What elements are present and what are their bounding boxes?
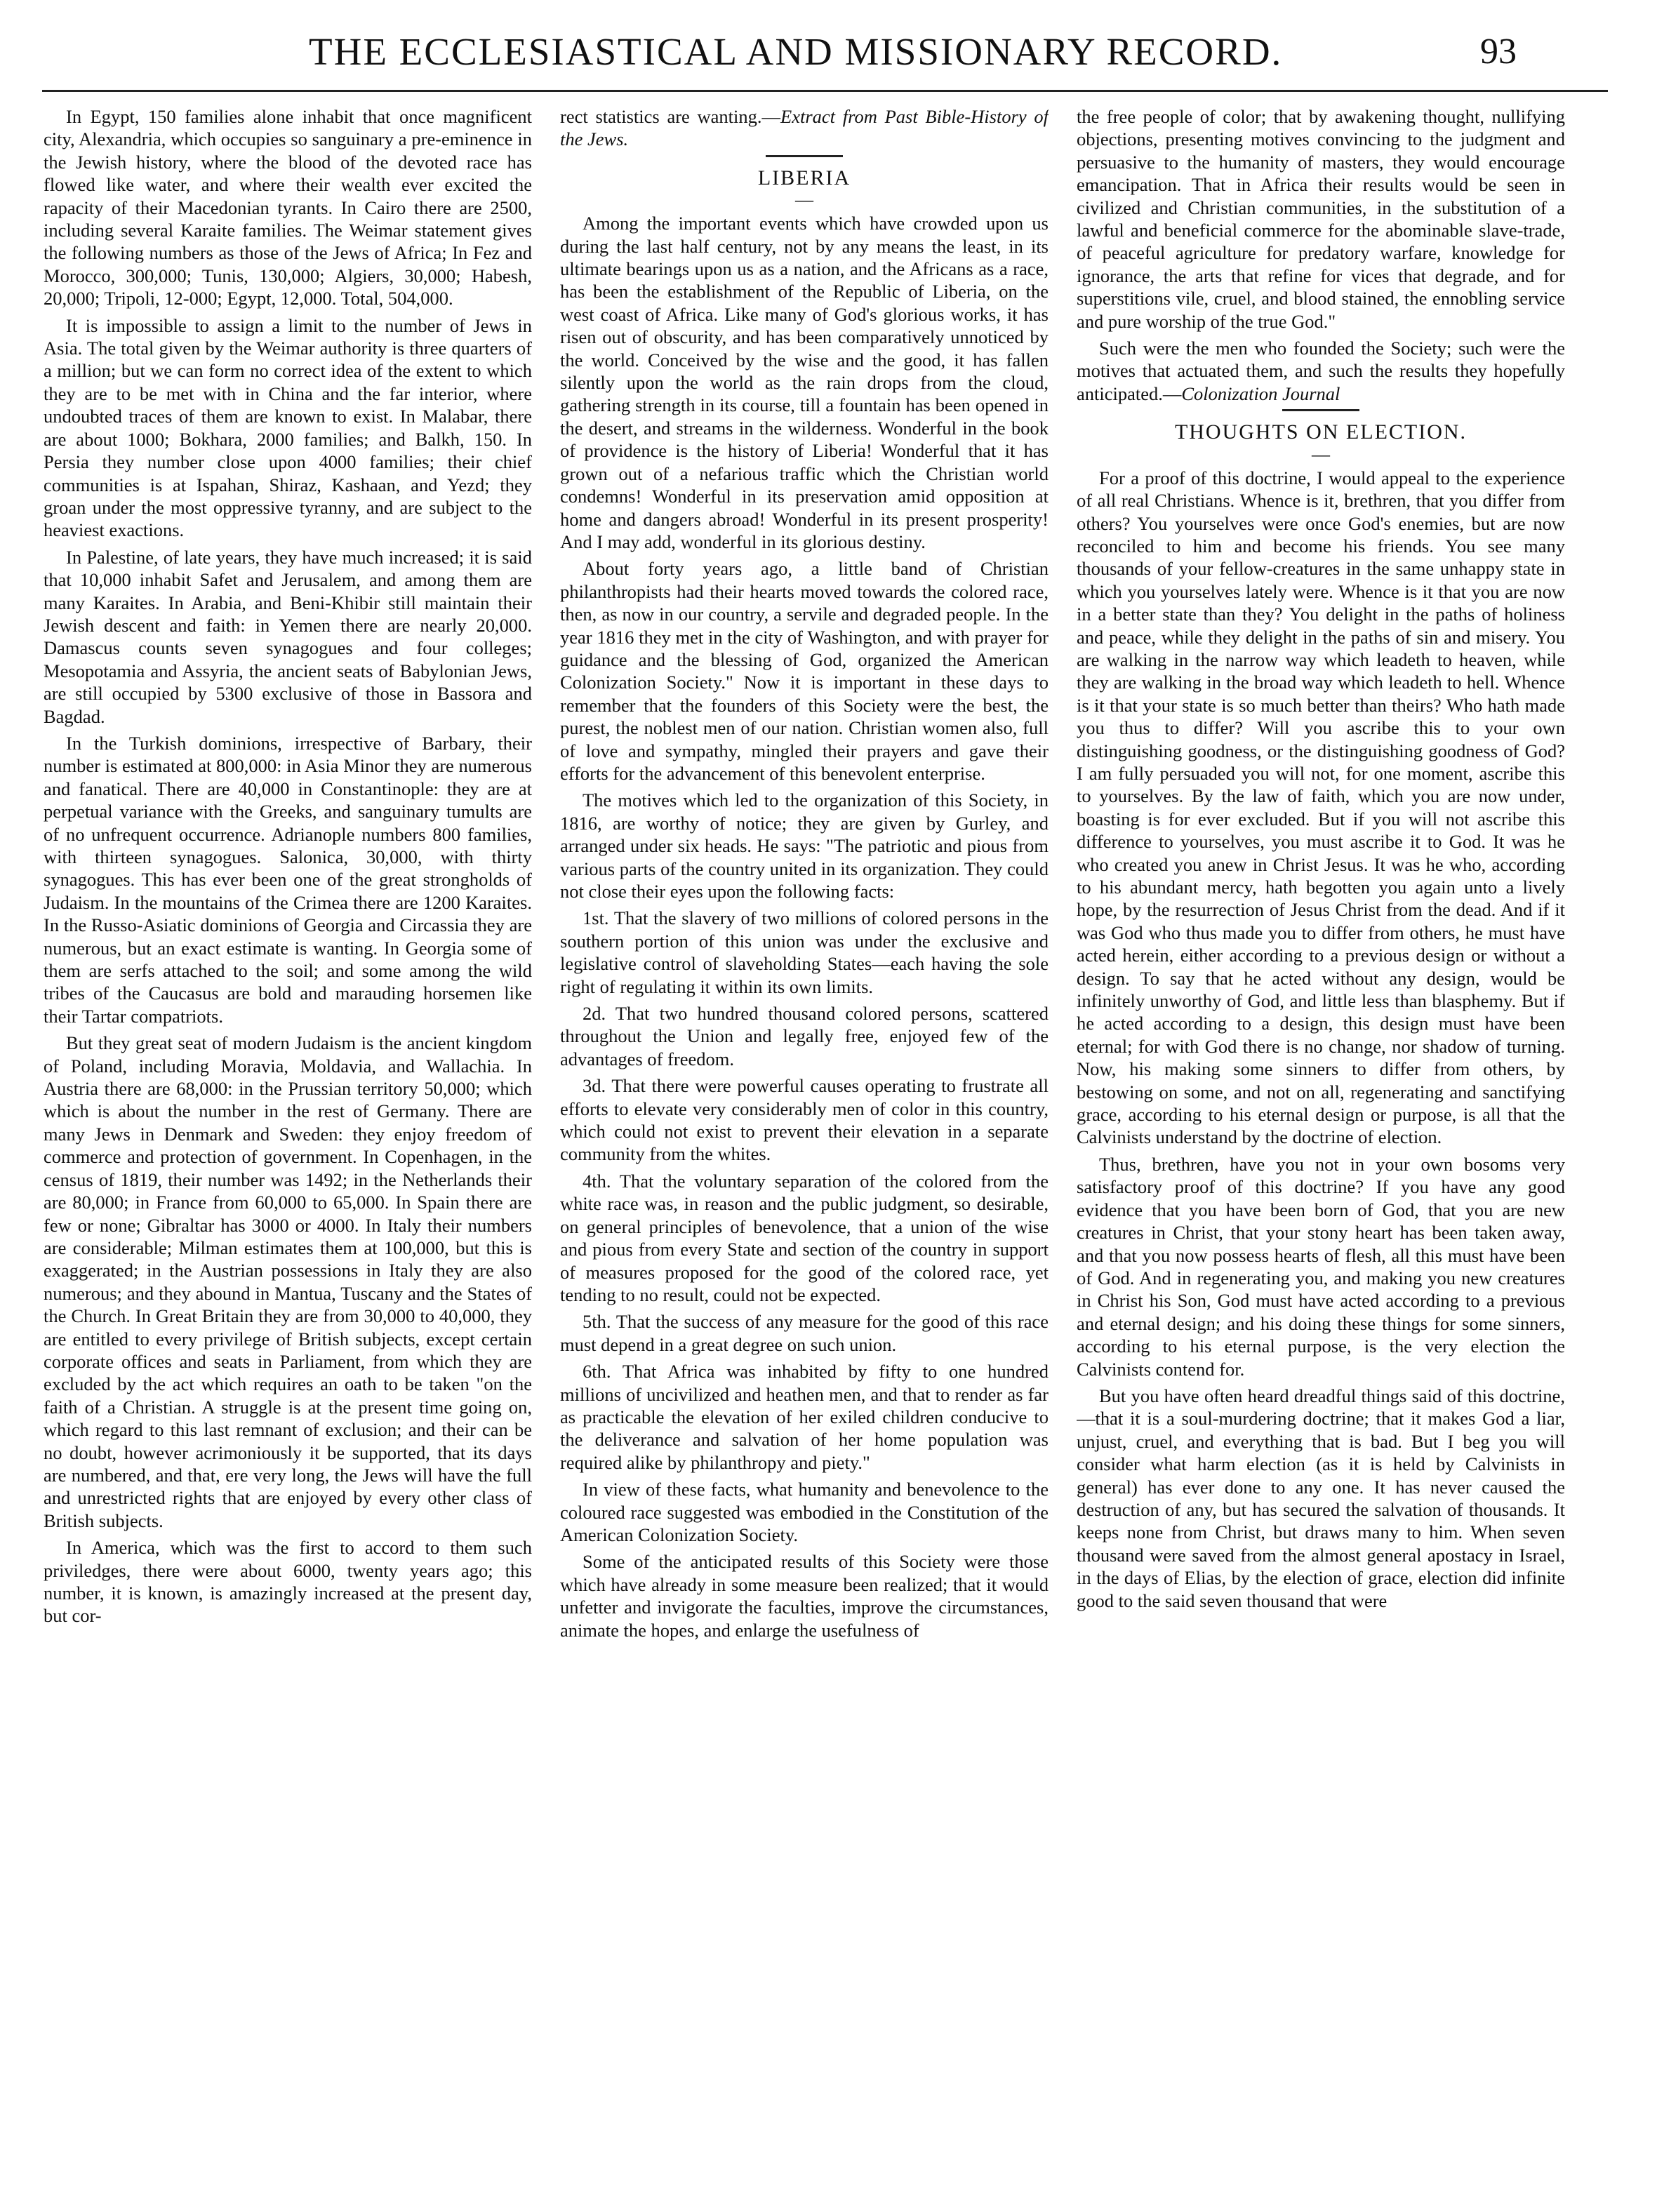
column-1 (44, 105, 532, 2197)
section-divider (1282, 409, 1359, 411)
section-divider (766, 155, 843, 157)
section-title-liberia: LIBERIA (757, 166, 851, 189)
text-columns (44, 105, 1609, 2197)
liberia-paragraph: About forty years ago, a little band of Christian philanthropists had their hearts moved towards the colored race, then, as now in our country, a servile and degraded people. In the year 1816 they met in the city of Washington, and with prayer for guidance and the blessing of God, organized the American Colonization Society." Now it is important in these days to remember that the founders of this Society were the best, the purest, the noblest men of our nation. Christian women also, full of love and sympathy, mingled their prayers and gave their efforts for the advancement of this benevolent enterprise. (560, 558, 1049, 784)
page-title: THE ECCLESIASTICAL AND MISSIONARY RECORD. (309, 30, 1283, 73)
liberia-paragraph: Some of the anticipated results of this Society were those which have already in some measure been realized; that it would unfetter and invigorate the faculties, improve the circumstances, animate the hopes, and enlarge the usefulness of (560, 1551, 1049, 1641)
title-dash: — (1312, 444, 1330, 465)
column-3 (1077, 105, 1565, 2197)
paragraph-jews-asia: It is impossible to assign a limit to the number of Jews in Asia. The total given by the Weimar authority is three quarters of a million; but we can form no correct idea of the extent to which they are to be met with in China and the far interior, where undoubted traces of them are known to exist. In Malabar, there are about 1000; Bokhara, 2000 families; and Balkh, 150. In Persia they number close upon 4000 families; their chief communities is at Ispahan, Shiraz, Kashaan, and Yezd; they groan under the most oppressive tyranny, and are subject to the heaviest exactions. (44, 314, 532, 541)
liberia-paragraph: 2d. That two hundred thousand colored persons, scattered throughout the Union and legally free, enjoyed few of the advantages of freedom. (560, 1003, 1049, 1070)
election-paragraph: But you have often heard dreadful things said of this doctrine,—that it is a soul-murdering doctrine; that it makes God a liar, unjust, cruel, and everything that is bad. But I beg you will consider what harm election (as it is held by Calvinists in general) has ever done to any one. It has never caused the destruction of any, but has secured the salvation of thousands. It keeps none from Christ, but draws many to him. When seven thousand were saved from the almost general apostacy in Israel, in the days of Elias, by the election of grace, election did infinite good to the said seven thousand that were (1077, 1385, 1565, 1611)
election-paragraph: For a proof of this doctrine, I would appeal to the experience of all real Christians. Whence is it, brethren, that you differ from others? You yourselves were once God's enemies, but are now reconciled to him and become his friends. You see many thousands of your fellow-creatures in the same unhappy state in which you yourselves lately were. Whence is it that you are now in a better state than they? You delight in the paths of holiness and peace, while they delight in the paths of sin and misery. You are walking in the narrow way which leadeth to heaven, while they are walking in the broad way which leadeth to hell. Whence is it that your state is so much better than theirs? Who hath made you thus to differ? Will you ascribe this to your own distinguishing goodness, or the distinguishing goodness of God? I am fully persuaded you will not, for one moment, ascribe this to yourselves. By the law of faith, which you are now under, boasting is for ever excluded. But if you will not ascribe this difference to yourselves, you must ascribe it to God. It was he who created you anew in Christ Jesus. It was he who, according to his abundant mercy, hath begotten you again unto a lively hope, by the resurrection of Jesus Christ from the dead. And if it was God who thus made you to differ from others, he must have acted herein, either according to a previous design or without a design. To say that he acted without any design, would be infinitely unworthy of God, and little less than blasphemy. But if he acted according to a design, this design must have been eternal; for with God there is no change, nor shadow of turning. Now, his making some sinners to differ from others, by bestowing on some, and not on all, regenerating and sanctifying grace, according to his eternal design or purpose, is all that the Calvinists understand by the doctrine of election. (1077, 467, 1565, 1148)
carryover-paragraph (560, 105, 1049, 151)
liberia-paragraph: 1st. That the slavery of two millions of colored persons in the southern portion of this union was under the exclusive and legislative control of slaveholding States—each having the sole right of regulating it within its own limits. (560, 907, 1049, 997)
liberia-paragraph: 6th. That Africa was inhabited by fifty to one hundred millions of uncivilized and heathen men, and that to render as far as practicable the elevation of her exiled children conducive to the deliverance and salvation of her home population was required alike by philanthropy and piety." (560, 1361, 1049, 1473)
election-paragraph: Thus, brethren, have you not in your own bosoms very satisfactory proof of this doctrine? If you have any good evidence that you have been born of God, that you are new creatures in Christ, that your stony heart has been taken away, and that you now possess hearts of flesh, all this must have been of God. And in regenerating you, and making you new creatures in Christ his Son, God must have acted according to a previous and eternal design; and his doing these things for some sinners, according to his eternal purpose, is the very election the Calvinists contend for. (1077, 1153, 1565, 1380)
paragraph-jews-africa: In Egypt, 150 families alone inhabit that once magnificent city, Alexandria, which occupies so sanguinary a pre-eminence in the Jewish history, where the blood of the devoted race has flowed like water, and where their wealth ever excited the rapacity of their Macedonian tyrants. In Cairo there are 2500, including several Karaite families. The Weimar statement gives the following numbers as those of the Jews of Africa; In Fez and Morocco, 300,000; Tunis, 130,000; Algiers, 30,000; Habesh, 20,000; Tripoli, 12-000; Egypt, 12,000. Total, 504,000. (44, 106, 532, 309)
liberia-paragraph: In view of these facts, what humanity and benevolence to the coloured race suggested was embodied in the Constitution of the American Colonization Society. (560, 1479, 1049, 1545)
paragraph-jews-europe: But they great seat of modern Judaism is the ancient kingdom of Poland, including Moravia, Moldavia, and Wallachia. In Austria there are 68,000: in the Prussian territory 50,000; which which is about the number in the rest of Germany. There are many Jews in Denmark and Sweden: they enjoy freedom of commerce and protection of government. In Copenhagen, in the census of 1819, their number was 1492; in the Netherlands their are 80,000; in France from 60,000 to 65,000. In Spain there are few or none; Gibraltar has 3000 or 4000. In Italy their numbers are considerable; Milman estimates them at 100,000, but this is exaggerated; in the Austrian possessions in Italy they are also numerous; and they abound in Mantua, Tuscany and the States of the Church. In Great Britain they are from 30,000 to 40,000, they are entitled to every privilege of British subjects, except certain corporate offices and seats in Parliament, from which they are excluded by the act which requires an oath to be taken "on the faith of a Christian. A struggle is at the present time going on, which regard to this last remnant of exclusion; and their can be no doubt, however acrimoniously it be supported, that its days are numbered, and that, ere very long, the Jews will have the full and unrestricted rights that are enjoyed by every other class of British subjects. (44, 1032, 532, 1531)
paragraph-jews-america: In America, which was the first to accord to them such priviledges, there were about 6000, twenty years ago; this number, it is known, is amazingly increased at the present day, but cor- (44, 1537, 532, 1627)
section-title-election: THOUGHTS ON ELECTION. (1174, 420, 1468, 444)
liberia-source: Colonization Journal (1181, 382, 1340, 404)
liberia-closing-text: Such were the men who founded the Society; such were the motives that actuated them, and such the results they hopefully anticipated.— (1077, 338, 1565, 404)
paragraph-jews-palestine: In Palestine, of late years, they have much increased; it is said that 10,000 inhabit Safet and Jerusalem, and among them are many Karaites. In Arabia, and Beni-Khibir still maintain their Jewish descent and faith: in Yemen there are nearly 20,000. Damascus counts seven synagogues and four colleges; Mesopotamia and Assyria, the ancient seats of Babylonian Jews, are still occupied by 5300 exclusive of those in Bassora and Bagdad. (44, 546, 532, 727)
paragraph-jews-turkey: In the Turkish dominions, irrespective of Barbary, their number is estimated at 800,000: in Asia Minor they are numerous and fanatical. There are 40,000 in Constantinople: they are at perpetual variance with the Greeks, and sanguinary tumults are of no unfrequent occurrence. Adrianople numbers 800 families, with thirteen synagogues. Salonica, 30,000, with thirty synagogues. This has ever been one of the great strongholds of Judaism. In the mountains of the Crimea there are 1200 Karaites. In the Russo-Asiatic dominions of Georgia and Circassia they are numerous, but an exact estimate is wanting. In Georgia some of them are serfs attached to the soil; and some among the wild tribes of the Caucasus are bold and marauding horsemen like their Tartar compatriots. (44, 732, 532, 1027)
carryover-source: Extract from Past Bible-History of the Jews. (560, 106, 1049, 150)
header-rule (42, 90, 1608, 92)
liberia-paragraph: The motives which led to the organization of this Society, in 1816, are worthy of notice; they are given by Gurley, and arranged under six heads. He says: "The patriotic and pious from various parts of the country united in its organization. They could not close their eyes upon the following facts: (560, 789, 1049, 902)
liberia-closing-paragraph (1077, 337, 1565, 405)
carryover-text: rect statistics are wanting.— (560, 106, 781, 127)
liberia-paragraph: Among the important events which have crowded upon us during the last half century, not by any means the least, in its ultimate bearings upon us as a nation, and the Africans as a race, has been the establishment of the Republic of Liberia, on the west coast of Africa. Like many of God's glorious works, it has risen out of obscurity, and has been comparatively unnoticed by the world. Conceived by the wise and the good, it has fallen silently upon the world as the rain drops from the cloud, gathering strength in its course, till a fountain has been opened in the desert, and streams in the wilderness. Wonderful in the book of providence is the history of Liberia! Wonderful that it has grown out of a nefarious traffic which the Christian world condemns! Wonderful in its preservation amid opposition at home and dangers abroad! Wonderful in its present prosperity! And I may add, wonderful in its glorious destiny. (560, 213, 1049, 552)
column-2 (560, 105, 1049, 2197)
page-number: 93 (1480, 32, 1517, 72)
liberia-paragraph: 3d. That there were powerful causes operating to frustrate all efforts to elevate very considerably men of color in this country, which could not exist to prevent their elevation in a separate community from the whites. (560, 1075, 1049, 1165)
liberia-paragraph: 5th. That the success of any measure for the good of this race must depend in a great degree on such union. (560, 1311, 1049, 1355)
liberia-paragraph: 4th. That the voluntary separation of the colored from the white race was, in reason and the public judgment, so desirable, on general principles of benevolence, that a union of the wise and pious from every State and section of the country in support of measures proposed for the good of the colored race, yet tending to no result, could not be expected. (560, 1170, 1049, 1305)
liberia-continued-paragraph: the free people of color; that by awakening thought, nullifying objections, presenting motives convincing to the judgment and persuasive to the humanity of masters, they would encourage emancipation. That in Africa their results would be seen in civilized and Christian communities, in the substitution of a lawful and beneficial commerce for the abominable slave-trade, of peaceful agriculture for predatory warfare, knowledge for ignorance, the arts that refine for vices that degrade, and for superstitions vile, cruel, and blood stained, the ennobling service and pure worship of the true God." (1077, 106, 1565, 332)
title-dash: — (795, 189, 813, 211)
running-head (0, 29, 1657, 79)
